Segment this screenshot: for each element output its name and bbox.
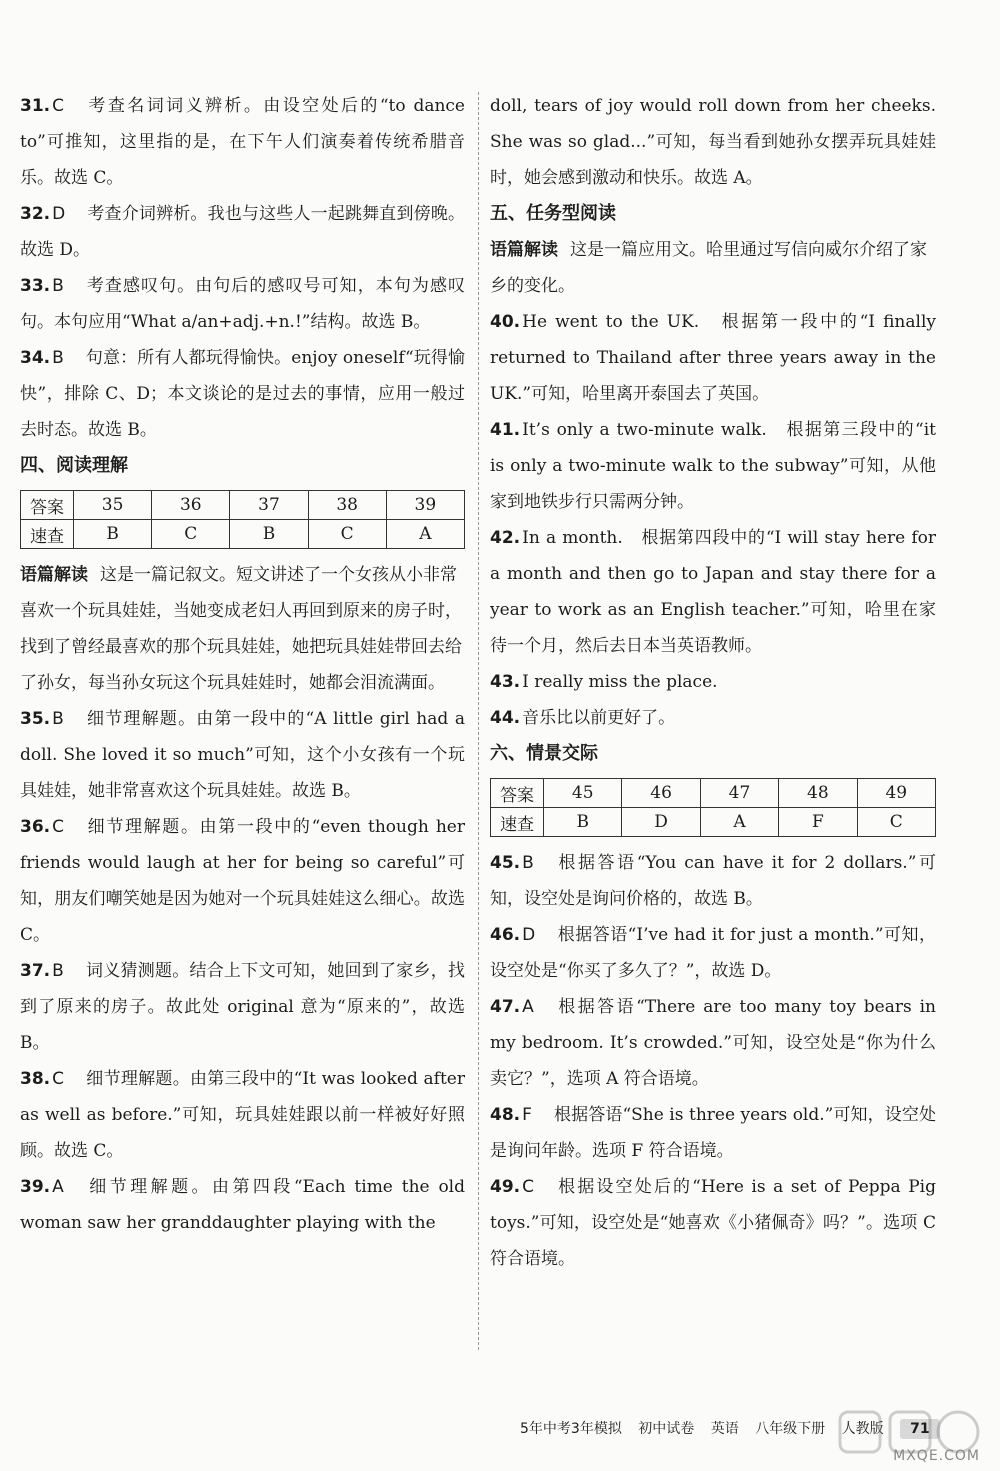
table-cell: B [230, 520, 308, 549]
table-cell: 39 [386, 491, 464, 520]
answer-33: 33. B 考查感叹句。由句后的感叹号可知，本句为感叹句。本句应用“What a/an+adj.+n.!”结构。故选 B。 [20, 276, 465, 332]
table-cell: 49 [857, 779, 935, 808]
page-number: 71 [900, 1419, 939, 1439]
table-cell: F [779, 808, 857, 837]
table-cell: C [857, 808, 935, 837]
right-column [490, 88, 936, 1277]
section-heading-4: 四、阅读理解 [20, 455, 128, 476]
table-cell: A [700, 808, 778, 837]
answer-table-45-49 [490, 778, 936, 837]
footer-series: 5年中考3年模拟 [520, 1421, 622, 1437]
footer-edition: 人教版 [841, 1421, 884, 1437]
table-head: 答案 [491, 779, 544, 808]
footer-type: 初中试卷 [638, 1421, 695, 1437]
answer-37: 37. B 词义猜测题。结合上下文可知，她回到了家乡，找到了原来的房子。故此处 original 意为“原来的”，故选 B。 [20, 961, 465, 1053]
section-heading-5: 五、任务型阅读 [490, 203, 616, 224]
answer-35: 35. B 细节理解题。由第一段中的“A little girl had a doll. She loved it so much”可知，这个小女孩有一个玩具娃娃，她非常喜欢这个玩具娃娃。故选 B。 [20, 709, 465, 801]
table-cell: 38 [308, 491, 386, 520]
footer-grade: 八年级下册 [755, 1421, 826, 1437]
table-cell: B [544, 808, 622, 837]
answer-31: 31. C 考查名词词义辨析。由设空处后的“to dance to”可推知，这里指的是，在下午人们演奏着传统希腊音乐。故选 C。 [20, 96, 465, 188]
column-divider [478, 92, 480, 1350]
answer-32: 32. D 考查介词辨析。我也与这些人一起跳舞直到傍晚。故选 D。 [20, 204, 465, 260]
answer-table-35-39 [20, 490, 465, 549]
table-cell: 47 [700, 779, 778, 808]
table-cell: 45 [544, 779, 622, 808]
table-cell: C [152, 520, 230, 549]
table-head: 速查 [491, 808, 544, 837]
table-cell: B [74, 520, 152, 549]
table-cell: 48 [779, 779, 857, 808]
table-cell: A [386, 520, 464, 549]
table-cell: 37 [230, 491, 308, 520]
answer-47: 47. A 根据答语“There are too many toy bears in my bedroom. It’s crowded.”可知，设空处是“你为什么卖它？”，选项 A 符合语境。 [490, 997, 936, 1089]
answer-48: 48. F 根据答语“She is three years old.”可知，设空处是询问年龄。选项 F 符合语境。 [490, 1105, 936, 1161]
table-cell: D [622, 808, 700, 837]
answer-40: 40. He went to the UK. 根据第一段中的“I finally returned to Thailand after three years away in the UK.”可知，哈里离开泰国去了英国。 [490, 312, 936, 404]
answer-41: 41. It’s only a two-minute walk. 根据第三段中的“it is only a two-minute walk to the subway”可知，从他家到地铁步行只需两分钟。 [490, 420, 936, 512]
watermark-text: MXQE.COM [893, 1448, 980, 1464]
passage-analysis-5: 语篇解读 这是一篇应用文。哈里通过写信向威尔介绍了家乡的变化。 [490, 240, 927, 296]
answer-38: 38. C 细节理解题。由第三段中的“It was looked after as well as before.”可知，玩具娃娃跟以前一样被好好照顾。故选 C。 [20, 1069, 465, 1161]
answer-34: 34. B 句意：所有人都玩得愉快。enjoy oneself“玩得愉快”，排除 C、D；本文谈论的是过去的事情，应用一般过去时态。故选 B。 [20, 348, 465, 440]
answer-44: 44. 音乐比以前更好了。 [490, 708, 676, 728]
table-cell: 36 [152, 491, 230, 520]
section-heading-6: 六、情景交际 [490, 743, 598, 764]
table-cell: 35 [74, 491, 152, 520]
answer-49: 49. C 根据设空处后的“Here is a set of Peppa Pig toys.”可知，设空处是“她喜欢《小猪佩奇》吗？”。选项 C 符合语境。 [490, 1177, 936, 1269]
table-cell: C [308, 520, 386, 549]
answer-46: 46. D 根据答语“I’ve had it for just a month.”可知，设空处是“你买了多久了？”，故选 D。 [490, 925, 936, 981]
left-column [20, 88, 465, 1241]
answer-43: 43. I really miss the place. [490, 672, 718, 692]
table-cell: 46 [622, 779, 700, 808]
table-head: 速查 [21, 520, 74, 549]
answer-39: 39. A 细节理解题。由第四段“Each time the old woman saw her granddaughter playing with the [20, 1177, 465, 1233]
table-head: 答案 [21, 491, 74, 520]
answer-42: 42. In a month. 根据第四段中的“I will stay here for a month and then go to Japan and stay there for a year to work as an English teacher.”可知，哈里在家待一个月，然后去日本当英语教师。 [490, 528, 936, 656]
answer-45: 45. B 根据答语“You can have it for 2 dollars.”可知，设空处是询问价格的，故选 B。 [490, 853, 936, 909]
passage-analysis-4: 语篇解读 这是一篇记叙文。短文讲述了一个女孩从小非常喜欢一个玩具娃娃，当她变成老妇人再回到原来的房子时，找到了曾经最喜欢的那个玩具娃娃，她把玩具娃娃带回去给了孙女，每当孙女玩这个玩具娃娃时，她都会泪流满面。 [20, 565, 462, 693]
answer-36: 36. C 细节理解题。由第一段中的“even though her friends would laugh at her for being so careful”可知，朋友们嘲笑她是因为她对一个玩具娃娃这么细心。故选 C。 [20, 817, 465, 945]
footer-subject: 英语 [710, 1421, 739, 1437]
answer-39-continued: doll, tears of joy would roll down from her cheeks. She was so glad...”可知，每当看到她孙女摆弄玩具娃娃时，她会感到激动和快乐。故选 A。 [490, 96, 936, 188]
